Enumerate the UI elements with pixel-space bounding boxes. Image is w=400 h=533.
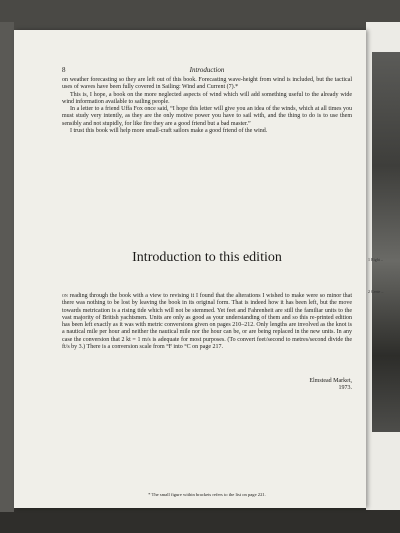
page-number: 8 [62, 66, 66, 74]
intro-paragraph-3: In a letter to a friend Uffa Fox once said, “I hope this letter will give you an idea of the winds, which at all times you must study very intently, as they are the only motive power you have to sail with, and the thing to do is to use them sensibly and not stupidly, for like fire they are a good friend but a bad master.” [62, 106, 352, 127]
facing-page [366, 22, 400, 510]
intro-paragraph-2: This is, I hope, a book on the more neglected aspects of wind which will add something useful to the already wide wind information available to sailing people. [62, 91, 352, 105]
backdrop-top [0, 0, 400, 30]
facing-page-photo [372, 52, 400, 432]
edition-text [62, 293, 352, 351]
edition-paragraph [62, 293, 352, 351]
intro-paragraph-1: on weather forecasting so they are left out of this book. Forecasting wave-height from wind is included, but the tactical uses of waves have been fully covered in Sailing: Wind and Current (7).* [62, 77, 352, 91]
backdrop-bottom [0, 505, 400, 533]
edition-lead-word: on [62, 293, 68, 299]
facing-page-caption-1: 1 Right – [368, 257, 383, 262]
edition-body: reading through the book with a view to revising it I found that the alterations I wished to make were so minor that there was nothing to be lost by leaving the book in its original form. That is indeed how it has been left, but the move towards metrication is a rising tide which will not be stemmed. Yet feet and Fahrenheit are still the familiar units to the vast majority of British yachtsmen. Units are only as good as your understanding of them and so this re-printed edition has been left exactly as it was with metric conversions given on pages 210–212. Only lengths are involved as the knot is a nautical mile per hour and neither the nautical mile nor the hour can be, or are being replaced in the new units. In any case the conversion that 2 kt = 1 m/s is adequate for most purposes. (To convert feet/second to metres/second divide the ft/s by 3.) There is a conversion scale from °F into °C on page 217. [62, 293, 352, 351]
running-head-title: Introduction [189, 66, 225, 74]
intro-text [62, 77, 352, 135]
section-title: Introduction to this edition [132, 250, 282, 265]
signoff [254, 378, 352, 393]
signoff-place: Elmstead Market, [309, 378, 352, 384]
book-edge [0, 22, 14, 512]
signoff-year: 1973. [338, 385, 352, 392]
footnote: * The small figure within brackets refers to the list on page 221. [148, 492, 266, 497]
running-head [62, 66, 352, 76]
facing-page-caption-2: 2 Cente – [368, 289, 384, 294]
intro-paragraph-4: I trust this book will help more small-craft sailors make a good friend of the wind. [70, 128, 268, 135]
book-page [14, 30, 366, 508]
